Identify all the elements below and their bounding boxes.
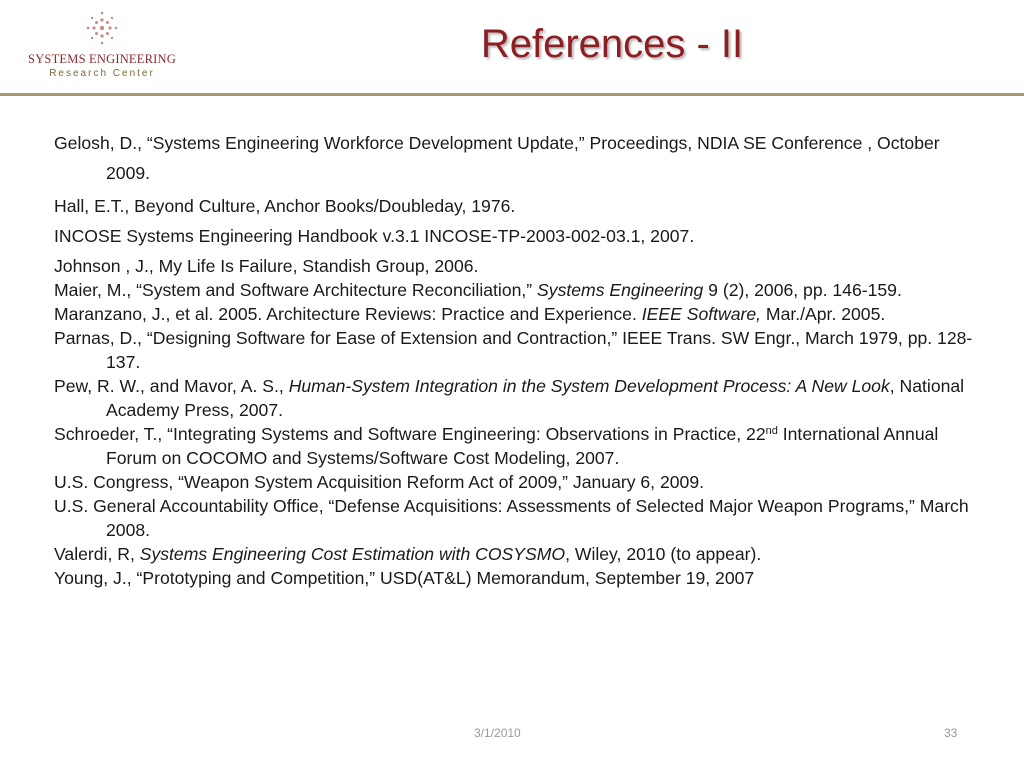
- reference-book-title: Human-System Integration in the System Development Process: A New Look: [288, 376, 890, 396]
- reference-text: International Annual Forum on COCOMO and Systems/Software Cost Modeling, 2007.: [106, 424, 939, 468]
- reference-text: Valerdi, R,: [54, 544, 140, 564]
- ordinal-suffix: nd: [765, 425, 778, 437]
- reference-item: [54, 422, 979, 470]
- reference-text: Gelosh, D., “Systems Engineering Workforce Development Update,” Proceedings, NDIA SE Conference , October 2009.: [54, 133, 940, 183]
- reference-item: [54, 374, 979, 422]
- reference-text: Mar./Apr. 2005.: [761, 304, 886, 324]
- reference-item: [54, 542, 979, 566]
- reference-item: [54, 326, 979, 374]
- header-divider: [0, 93, 1024, 96]
- reference-text: , National Academy Press, 2007.: [106, 376, 965, 420]
- reference-text: U.S. Congress, “Weapon System Acquisition Reform Act of 2009,” January 6, 2009.: [54, 472, 704, 492]
- logo-text-primary: SYSTEMS ENGINEERING: [28, 52, 176, 66]
- reference-list: [54, 128, 979, 590]
- reference-book-title: Systems Engineering Cost Estimation with COSYSMO: [139, 544, 566, 564]
- reference-text: Pew, R. W., and Mavor, A. S.,: [54, 376, 289, 396]
- logo: [6, 8, 196, 78]
- reference-text: Maranzano, J., et al. 2005. Architecture Reviews: Practice and Experience.: [54, 304, 642, 324]
- reference-item: [54, 302, 979, 326]
- reference-journal: IEEE Software,: [641, 304, 762, 324]
- reference-text: INCOSE Systems Engineering Handbook v.3.1 INCOSE-TP-2003-002-03.1, 2007.: [54, 226, 695, 246]
- reference-text: 9 (2), 2006, pp. 146-159.: [703, 280, 902, 300]
- page-number: 33: [944, 726, 958, 740]
- reference-text: Young, J., “Prototyping and Competition,” USD(AT&L) Memorandum, September 19, 2007: [54, 568, 755, 588]
- reference-item: [54, 278, 979, 302]
- reference-item: [54, 128, 979, 188]
- reference-text: , Wiley, 2010 (to appear).: [565, 544, 762, 564]
- reference-text: Schroeder, T., “Integrating Systems and Software Engineering: Observations in Practice, 22: [54, 424, 766, 444]
- reference-journal: Systems Engineering: [537, 280, 704, 300]
- footer-date: 3/1/2010: [474, 726, 521, 740]
- reference-item: [54, 254, 979, 278]
- reference-item: [54, 194, 979, 218]
- reference-item: [54, 494, 979, 542]
- slide-title: References - II: [480, 22, 744, 66]
- reference-text: U.S. General Accountability Office, “Defense Acquisitions: Assessments of Selected Major Weapon Programs,” March 2008.: [54, 496, 969, 540]
- reference-text: Maier, M., “System and Software Architecture Reconciliation,”: [54, 280, 538, 300]
- reference-item: [54, 566, 979, 590]
- reference-item: [54, 224, 979, 248]
- reference-text: Parnas, D., “Designing Software for Ease of Extension and Contraction,” IEEE Trans. SW Engr., March 1979, pp. 128-137.: [54, 328, 973, 372]
- logo-text-secondary: Research Center: [49, 68, 155, 79]
- reference-item: [54, 470, 979, 494]
- network-star-icon: [85, 10, 119, 46]
- reference-text: Hall, E.T., Beyond Culture, Anchor Books/Doubleday, 1976.: [54, 196, 516, 216]
- reference-text: Johnson , J., My Life Is Failure, Standish Group, 2006.: [54, 256, 479, 276]
